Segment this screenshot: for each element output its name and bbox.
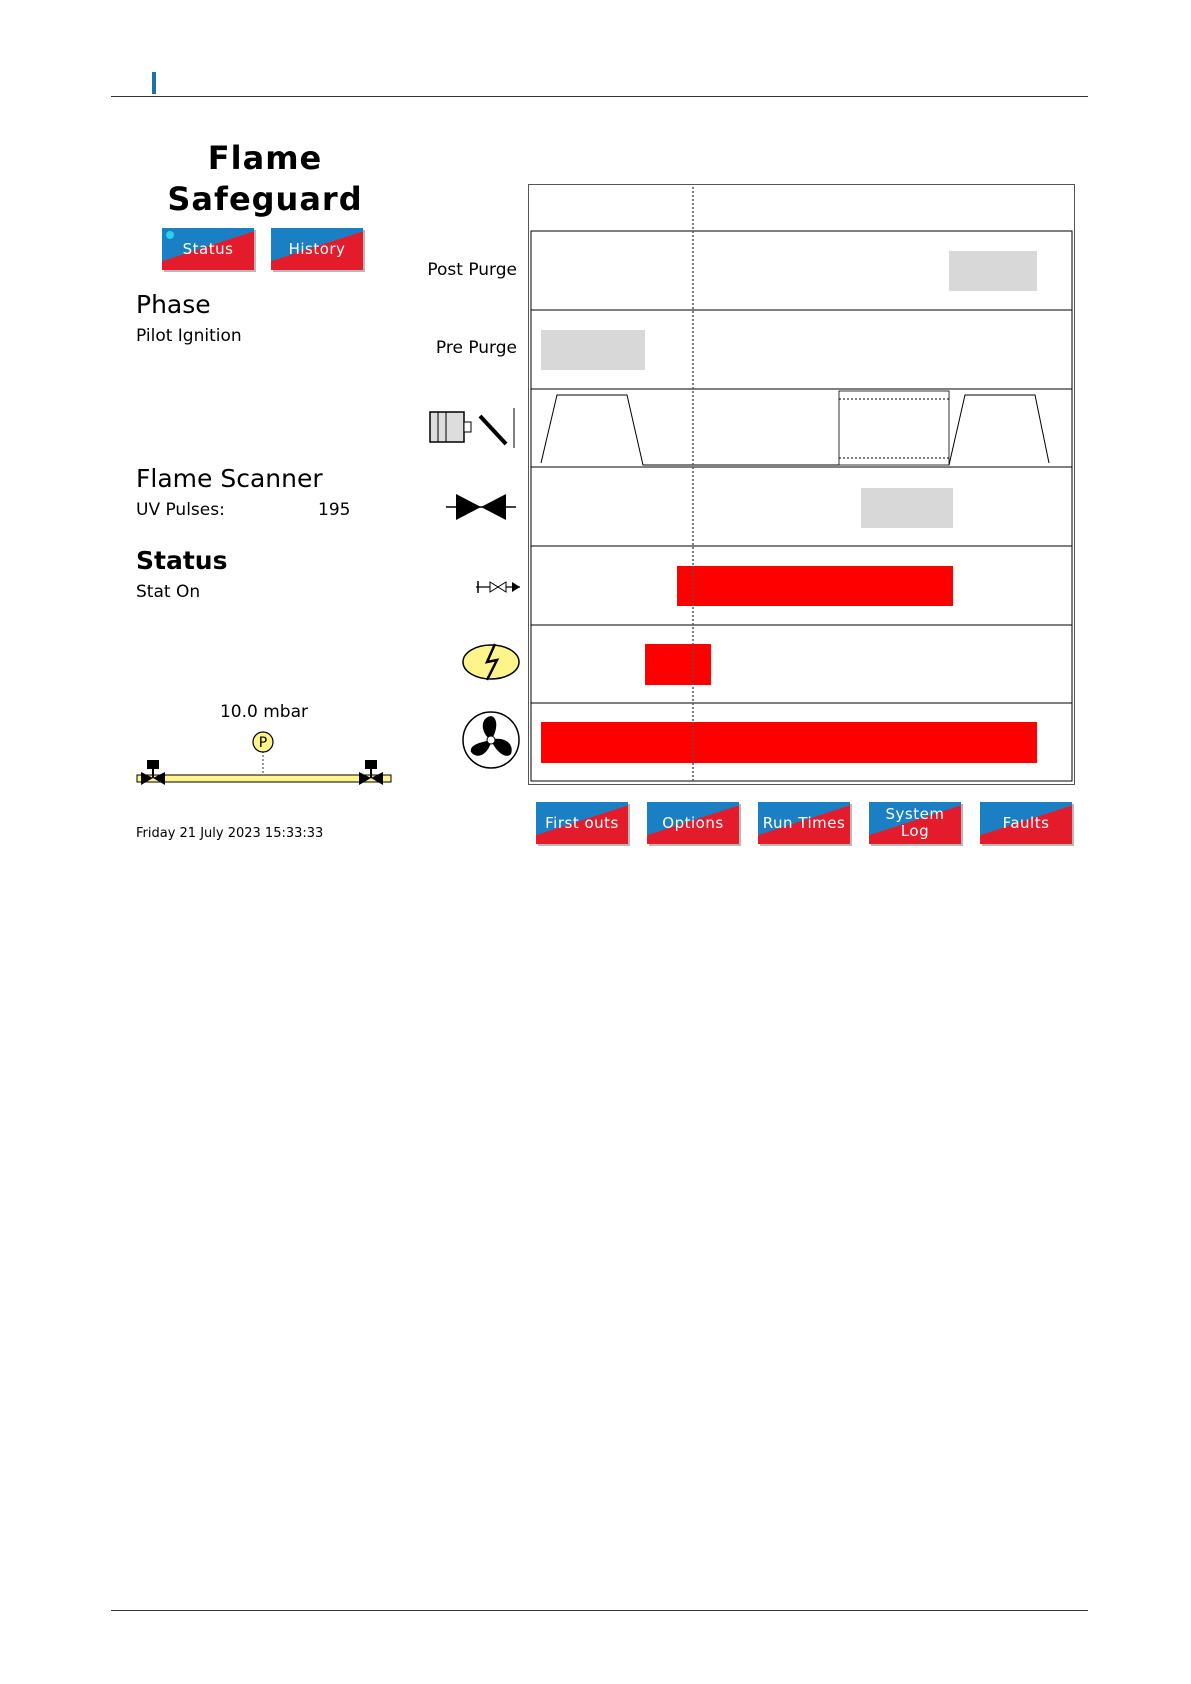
pre-purge-bar — [541, 330, 645, 370]
gas-train-diagram — [135, 730, 395, 790]
status-value: Stat On — [136, 582, 201, 602]
ignition-spark-icon — [461, 640, 521, 684]
damper-trace — [541, 395, 839, 465]
page-title — [155, 138, 375, 220]
fan-bar — [541, 722, 1037, 763]
system-log-button[interactable] — [869, 802, 961, 844]
main-valve-icon — [446, 490, 516, 524]
status-heading: Status — [136, 546, 228, 575]
gas-line — [137, 775, 391, 782]
options-label: Options — [662, 813, 724, 832]
gas-pressure-value: 10.0 mbar — [219, 702, 308, 722]
sequence-grid — [529, 185, 1074, 784]
pilot-valve-icon — [476, 578, 520, 596]
status-tab-label: Status — [182, 239, 234, 258]
first-outs-button[interactable] — [536, 802, 628, 844]
system-log-label-line-2: Log — [900, 822, 930, 840]
status-tab[interactable] — [162, 228, 254, 270]
run-times-button[interactable] — [758, 802, 850, 844]
datetime-display: Friday 21 July 2023 15:33:33 — [136, 826, 324, 841]
system-log-label-line-1: System — [885, 805, 945, 823]
faults-label: Faults — [1002, 813, 1050, 832]
post-purge-bar — [949, 251, 1037, 291]
phase-value: Pilot Ignition — [136, 326, 242, 346]
flame-scanner-heading: Flame Scanner — [136, 464, 323, 493]
pilot-valve-bar — [677, 566, 953, 606]
history-tab-label: History — [288, 239, 346, 258]
run-times-label: Run Times — [762, 813, 846, 832]
main-valve-bar — [861, 488, 953, 528]
phase-heading: Phase — [136, 290, 211, 319]
uv-pulses-value: 195 — [318, 500, 351, 520]
header-rule — [111, 96, 1088, 97]
sequence-timing-chart — [528, 184, 1075, 785]
history-tab[interactable] — [271, 228, 363, 270]
damper-trace-2 — [949, 395, 1049, 465]
damper-actuator-icon — [428, 404, 518, 450]
rows-frame — [531, 231, 1072, 781]
post-purge-label: Post Purge — [427, 260, 517, 280]
header-accent — [152, 72, 156, 94]
uv-pulses-label: UV Pulses: — [136, 500, 225, 520]
options-button[interactable] — [647, 802, 739, 844]
first-outs-label: First outs — [545, 813, 619, 832]
faults-button[interactable] — [980, 802, 1072, 844]
pressure-gauge-letter: P — [258, 735, 268, 751]
pre-purge-label: Pre Purge — [435, 338, 517, 358]
damper-hold-window — [839, 391, 949, 465]
page-title-line-1: Flame — [207, 139, 323, 177]
footer-rule — [111, 1610, 1088, 1611]
fan-icon — [461, 710, 521, 770]
page-title-line-2: Safeguard — [167, 180, 363, 218]
ignition-bar — [645, 644, 711, 685]
active-indicator-dot — [166, 231, 174, 239]
